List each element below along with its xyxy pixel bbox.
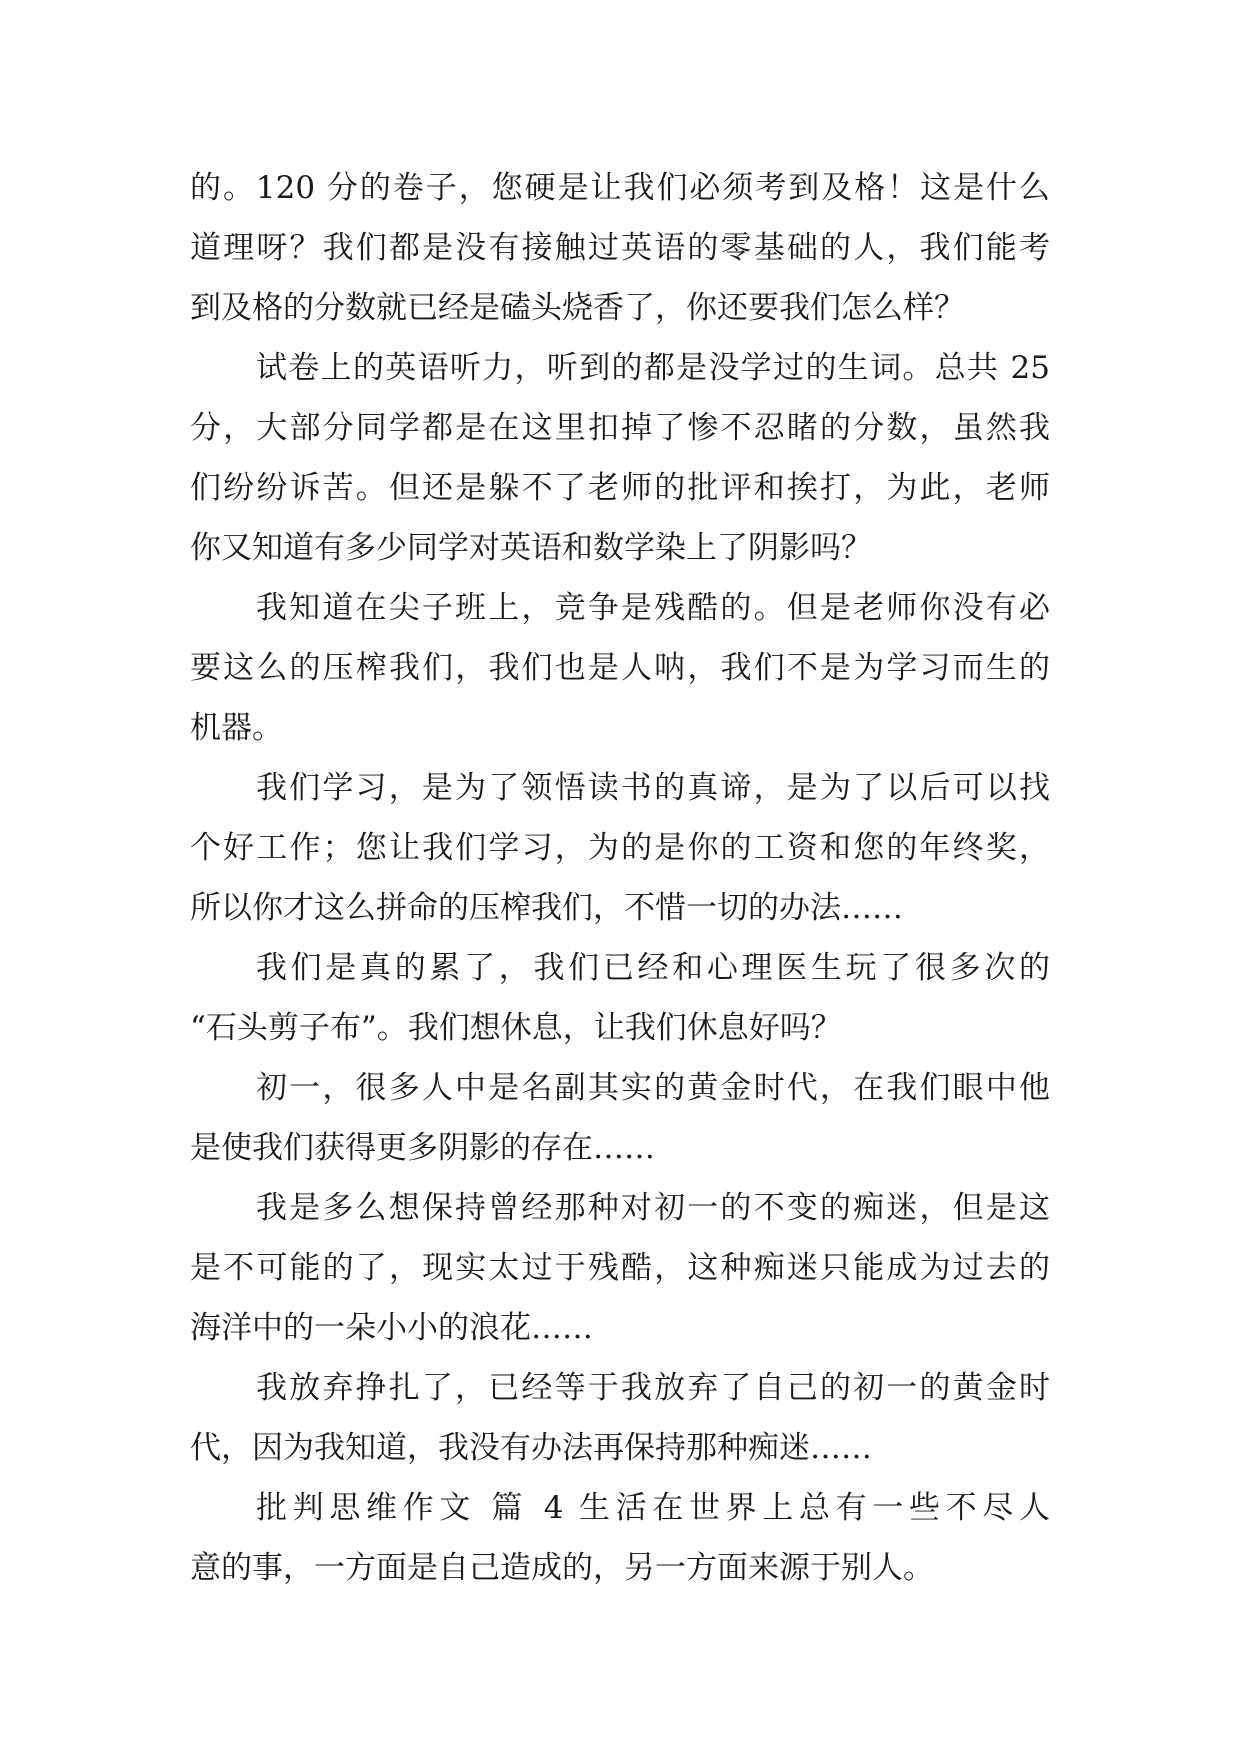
text-line: 试卷上的英语听力，听到的都是没学过的生词。总共 25	[256, 350, 1050, 386]
document-body	[190, 158, 1050, 1598]
text-line: 的。120 分的卷子，您硬是让我们必须考到及格！这是什么	[190, 170, 1050, 206]
text-line: 意的事，一方面是自己造成的，另一方面来源于别人。	[190, 1550, 934, 1586]
text-line: 海洋中的一朵小小的浪花……	[190, 1310, 593, 1346]
text-line: 你又知道有多少同学对英语和数学染上了阴影吗？	[190, 530, 872, 566]
text-line: 要这么的压榨我们，我们也是人呐，我们不是为学习而生的	[190, 650, 1050, 686]
text-line: 是使我们获得更多阴影的存在……	[190, 1130, 655, 1166]
text-line: 我们学习，是为了领悟读书的真谛，是为了以后可以找	[256, 770, 1050, 806]
text-line: 我们是真的累了，我们已经和心理医生玩了很多次的	[256, 950, 1050, 986]
text-line: 批判思维作文 篇 4 生活在世界上总有一些不尽人	[256, 1490, 1050, 1526]
text-line: 代，因为我知道，我没有办法再保持那种痴迷……	[190, 1430, 872, 1466]
text-line: 我是多么想保持曾经那种对初一的不变的痴迷，但是这	[256, 1190, 1050, 1226]
text-line: 个好工作；您让我们学习，为的是你的工资和您的年终奖，	[190, 830, 1050, 866]
text-line: 我放弃挣扎了，已经等于我放弃了自己的初一的黄金时	[256, 1370, 1050, 1406]
text-line: 道理呀？我们都是没有接触过英语的零基础的人，我们能考	[190, 230, 1050, 266]
text-line: 分，大部分同学都是在这里扣掉了惨不忍睹的分数，虽然我	[190, 410, 1050, 446]
text-line: 们纷纷诉苦。但还是躲不了老师的批评和挨打，为此，老师	[190, 470, 1050, 506]
text-line: 所以你才这么拼命的压榨我们，不惜一切的办法……	[190, 890, 903, 926]
text-line: 初一，很多人中是名副其实的黄金时代，在我们眼中他	[256, 1070, 1050, 1106]
text-line: 我知道在尖子班上，竞争是残酷的。但是老师你没有必	[256, 590, 1050, 626]
text-line: 机器。	[190, 710, 283, 746]
text-line: “石头剪子布”。我们想休息，让我们休息好吗？	[190, 1010, 842, 1046]
text-line: 是不可能的了，现实太过于残酷，这种痴迷只能成为过去的	[190, 1250, 1050, 1286]
text-line: 到及格的分数就已经是磕头烧香了，你还要我们怎么样？	[190, 290, 965, 326]
